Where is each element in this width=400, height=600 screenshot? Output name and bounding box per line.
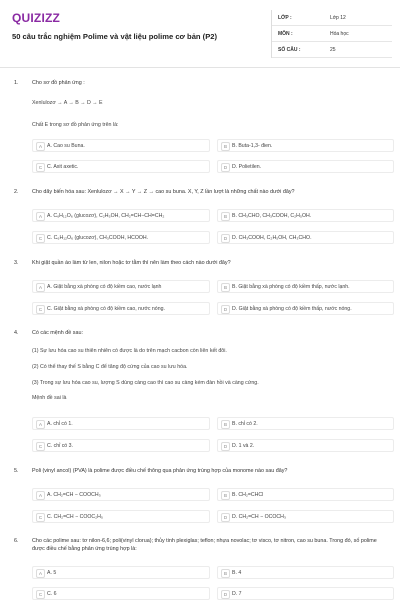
option-b[interactable] <box>217 417 394 430</box>
option-a[interactable] <box>32 209 210 222</box>
option-a[interactable] <box>32 488 210 501</box>
option-text: A. chỉ có 1. <box>47 420 73 427</box>
option-c[interactable] <box>32 510 210 523</box>
option-text: B. Buta-1,3- đien. <box>232 142 273 149</box>
option-a[interactable] <box>32 280 210 293</box>
option-text: C. 6 <box>47 590 57 597</box>
meta-label: MÔN : <box>278 30 293 37</box>
question-prompt: Chất E trong sơ đồ phản ứng trên là: <box>32 122 119 128</box>
option-text: C. C₆H₁₂O₆ (glucozơ), CH₃COOH, HCOOH. <box>47 234 149 241</box>
option-a[interactable] <box>32 566 210 579</box>
option-text: B. Giặt bằng xà phòng có độ kiềm thấp, nước lạnh. <box>232 283 350 290</box>
meta-value: Hóa học <box>330 30 349 37</box>
statement-1: (1) Sự lưu hóa cao su thiên nhiên có được là do trên mạch cacbon còn liên kết đôi. <box>32 348 227 354</box>
question-number: 4. <box>14 330 19 336</box>
option-text: D. 1 và 2. <box>232 442 255 449</box>
meta-value: Lớp 12 <box>330 14 346 21</box>
option-letter: C <box>36 590 45 599</box>
option-b[interactable] <box>217 566 394 579</box>
question-number: 3. <box>14 260 19 266</box>
option-letter: A <box>36 420 45 429</box>
option-text: D. CH₃COOH, C₂H₅OH, CH₃CHO. <box>232 234 312 241</box>
option-text: D. 7 <box>232 590 242 597</box>
option-text: A. C₆H₁₂O₆ (glucozơ), C₂H₅OH, CH₂=CH−CH=CH₂ <box>47 212 165 219</box>
option-letter: B <box>221 420 230 429</box>
reaction-scheme: Xenlulozơ → A → B → D → E <box>32 100 103 106</box>
question-text: Có các mệnh đề sau: <box>32 330 83 336</box>
option-text: B. CH₂=CHCl <box>232 491 264 498</box>
meta-label: SỐ CÂU : <box>278 46 301 53</box>
meta-info-box <box>271 10 392 58</box>
option-letter: D <box>221 590 230 599</box>
option-letter: D <box>221 513 230 522</box>
option-d[interactable] <box>217 302 394 315</box>
option-d[interactable] <box>217 231 394 244</box>
option-letter: C <box>36 305 45 314</box>
option-text: A. Giặt bằng xà phòng có độ kiềm cao, nước lạnh <box>47 283 162 290</box>
option-a[interactable] <box>32 417 210 430</box>
option-letter: C <box>36 513 45 522</box>
question-text: Cho các polime sau: tơ nilon-6,6; poli(vinyl clorua); thủy tinh plexiglas; teflon; nhựa novolac; tơ visco, tơ nitron, cao su buna. Trong đó, số polime được điều chế bằng phản ứng trùng hợp là: <box>32 538 377 552</box>
option-letter: C <box>36 442 45 451</box>
option-a[interactable] <box>32 139 210 152</box>
statement-2: (2) Có thể thay thế S bằng C để tăng độ cứng của cao su lưu hóa. <box>32 364 188 370</box>
option-c[interactable] <box>32 302 210 315</box>
option-c[interactable] <box>32 231 210 244</box>
option-letter: D <box>221 234 230 243</box>
option-letter: A <box>36 283 45 292</box>
option-letter: B <box>221 283 230 292</box>
option-text: D. CH₂=CH − OCOCH₃ <box>232 513 286 520</box>
option-text: A. Cao su Buna. <box>47 142 85 149</box>
header-divider <box>0 67 400 68</box>
option-text: C. Axit axetic. <box>47 163 79 170</box>
option-letter: C <box>36 163 45 172</box>
question-text: Cho dãy biến hóa sau: Xenlulozơ → X → Y → Z → cao su buna. X, Y, Z lần lượt là những chất nào dưới đây? <box>32 189 295 195</box>
option-text: B. chỉ có 2. <box>232 420 258 427</box>
question-number: 5. <box>14 468 19 474</box>
option-d[interactable] <box>217 439 394 452</box>
option-letter: B <box>221 569 230 578</box>
option-letter: D <box>221 163 230 172</box>
option-letter: B <box>221 212 230 221</box>
option-c[interactable] <box>32 439 210 452</box>
option-letter: B <box>221 491 230 500</box>
option-d[interactable] <box>217 510 394 523</box>
option-text: A. CH₂=CH − COOCH₃ <box>47 491 101 498</box>
option-text: C. CH₂=CH − COOC₂H₅ <box>47 513 103 520</box>
option-text: B. CH₃CHO, CH₃COOH, C₂H₅OH. <box>232 212 312 219</box>
question-number: 1. <box>14 80 19 86</box>
question-text: Poli (vinyl ancol) (PVA) là polime được điều chế thông qua phản ứng trùng hợp của monome nào sau đây? <box>32 468 288 474</box>
option-c[interactable] <box>32 587 210 600</box>
option-text: C. chỉ có 3. <box>47 442 73 449</box>
question-number: 2. <box>14 189 19 195</box>
option-d[interactable] <box>217 587 394 600</box>
option-c[interactable] <box>32 160 210 173</box>
statement-3: (3) Trong sự lưu hóa cao su, lượng S dùng càng cao thì cao su càng kém đàn hồi và càng cứng. <box>32 380 259 386</box>
option-text: D. Polietilen. <box>232 163 262 170</box>
option-letter: A <box>36 491 45 500</box>
option-d[interactable] <box>217 160 394 173</box>
meta-label: LỚP : <box>278 14 292 21</box>
meta-value: 25 <box>330 46 336 53</box>
option-b[interactable] <box>217 139 394 152</box>
option-letter: C <box>36 234 45 243</box>
question-text: Cho sơ đồ phản ứng : <box>32 80 85 86</box>
meta-row-count <box>272 42 392 58</box>
option-letter: A <box>36 142 45 151</box>
option-text: D. Giặt bằng xà phòng có độ kiềm thấp, nước nóng. <box>232 305 352 312</box>
meta-row-class <box>272 10 392 26</box>
option-text: A. 5 <box>47 569 57 576</box>
header <box>0 0 400 62</box>
option-text: B. 4 <box>232 569 242 576</box>
quizizz-logo: QUIZIZZ <box>12 11 61 25</box>
option-letter: D <box>221 442 230 451</box>
option-letter: A <box>36 569 45 578</box>
page-title: 50 câu trắc nghiệm Polime và vật liệu polime cơ bản (P2) <box>12 32 218 41</box>
question-text: Khi giặt quần áo làm từ len, nilon hoặc tơ tằm thì nên làm theo cách nào dưới đây? <box>32 260 231 266</box>
option-letter: A <box>36 212 45 221</box>
question-number: 6. <box>14 538 19 544</box>
option-b[interactable] <box>217 488 394 501</box>
option-text: C. Giặt bằng xà phòng có độ kiềm cao, nước nóng. <box>47 305 165 312</box>
meta-row-subject <box>272 26 392 42</box>
option-b[interactable] <box>217 280 394 293</box>
option-letter: B <box>221 142 230 151</box>
question-prompt: Mệnh đề sai là <box>32 395 67 401</box>
option-b[interactable] <box>217 209 394 222</box>
option-letter: D <box>221 305 230 314</box>
